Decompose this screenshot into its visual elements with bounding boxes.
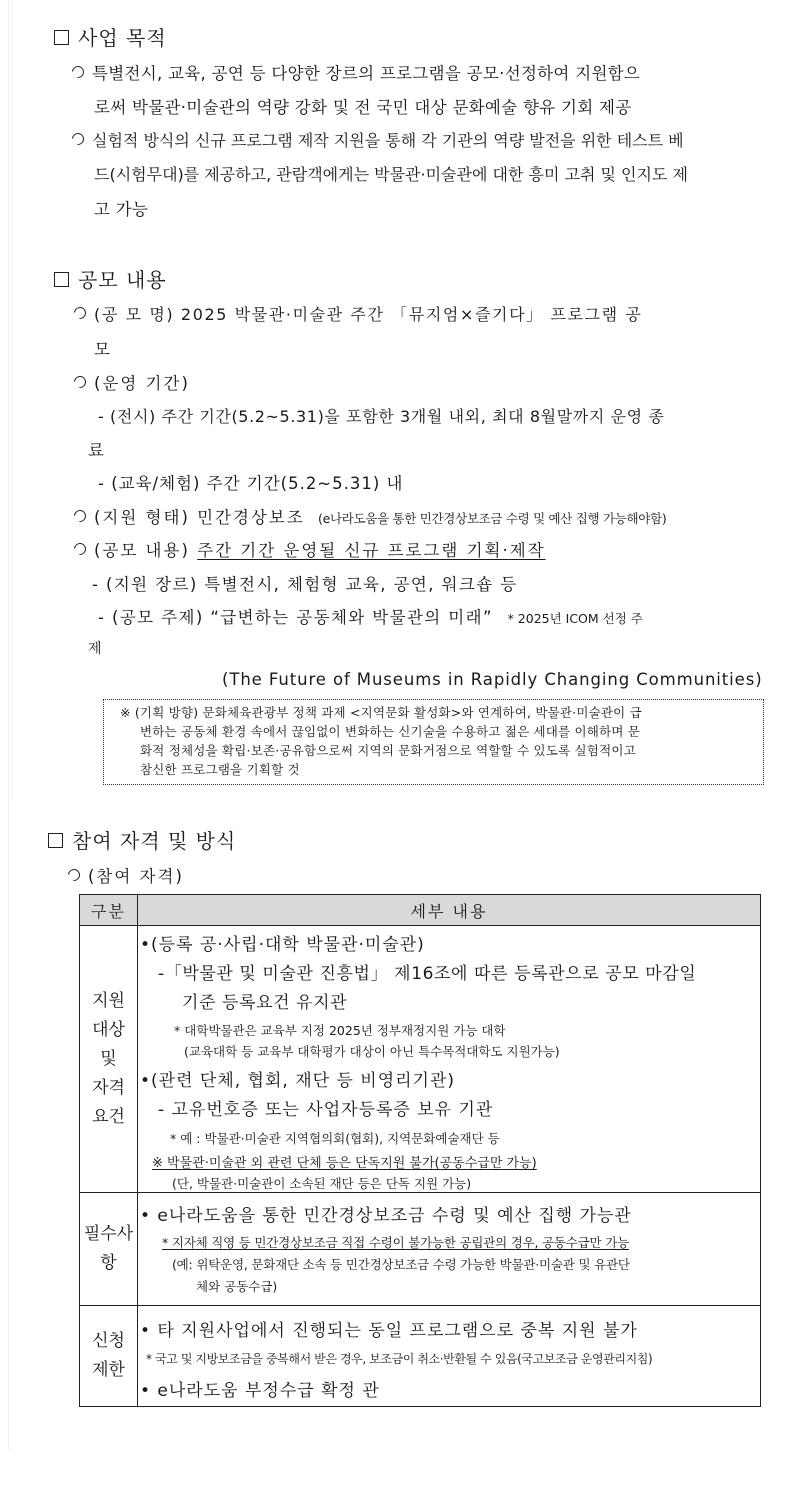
cell-line: -「박물관 및 미술관 진흥법」 제16조에 따른 등록관으로 공모 마감일 xyxy=(158,964,697,984)
row-label-line: 자격 xyxy=(92,1077,125,1098)
cell-line: (단, 박물관·미술관이 소속된 재단 등은 단독 지원 가능) xyxy=(172,1176,472,1191)
cell-line: 기준 등록요건 유지관 xyxy=(182,993,348,1013)
cell-line: * 예 : 박물관·미술관 지역협의회(협회), 지역문화예술재단 등 xyxy=(170,1131,500,1146)
row-label-restrictions xyxy=(80,1306,138,1407)
contest-theme-line-1: - (공모 주제) “급변하는 공동체와 박물관의 미래” * 2025년 ICOM 선정 주 xyxy=(98,608,643,627)
section-heading-purpose: 사업 목적 xyxy=(54,22,167,51)
support-type-note: (e나라도움을 통한 민간경상보조금 수령 및 예산 집행 가능해야함) xyxy=(318,511,667,526)
purpose-bullet-1-line-1: 특별전시, 교육, 공연 등 다양한 장르의 프로그램을 공모·선정하여 지원함으 xyxy=(72,60,640,84)
page-left-border xyxy=(8,0,9,1450)
row-label-requirements xyxy=(80,1193,138,1306)
purpose-bullet-2-line-2: 드(시험무대)를 제공하고, 관람객에게는 박물관·미술관에 대한 흥미 고취 및 인지도 제 xyxy=(94,165,688,184)
checkbox-square-icon xyxy=(54,30,69,45)
planning-direction-line-2: 변하는 공동체 환경 속에서 끊임없이 변화하는 신기술을 수용하고 젊은 세대를 이해하며 문 xyxy=(140,724,641,739)
cell-line: (교육대학 등 교육부 대학평가 대상이 아닌 특수목적대학도 지원가능) xyxy=(184,1044,560,1059)
contest-name-line-2: 모 xyxy=(94,340,111,359)
cell-line: • e나라도움 부정수급 확정 관 xyxy=(140,1381,380,1401)
checkbox-square-icon xyxy=(48,833,63,848)
cell-line: •(등록 공·사립·대학 박물관·미술관) xyxy=(140,935,425,955)
purpose-bullet-2-line-3: 고 가능 xyxy=(94,200,149,219)
row-label-line: 필수사 xyxy=(83,1224,134,1244)
row-content-restrictions xyxy=(138,1306,761,1407)
support-genre: - (지원 장르) 특별전시, 체험형 교육, 공연, 워크숍 등 xyxy=(92,575,518,594)
contest-theme-line-2: 제 xyxy=(88,641,102,657)
purpose-bullet-1-line-2: 로써 박물관·미술관의 역량 강화 및 전 국민 대상 문화예술 향유 기회 제공 xyxy=(94,98,632,117)
section-heading-eligibility: 참여 자격 및 방식 xyxy=(48,825,236,854)
education-period: - (교육/체험) 주간 기간(5.2~5.31) 내 xyxy=(98,474,404,493)
row-label-line: 항 xyxy=(100,1253,117,1273)
circle-bullet-icon xyxy=(72,374,89,391)
table-header-row xyxy=(80,895,761,926)
table-row xyxy=(80,1193,761,1306)
cell-line-underlined: * 지자체 직영 등 민간경상보조금 직접 수령이 불가능한 공립관의 경우, 공동수급만 가능 xyxy=(162,1235,629,1250)
table-header-details: 세부 내용 xyxy=(138,895,761,926)
row-content-requirements xyxy=(138,1193,761,1306)
support-type: (지원 형태) 민간경상보조 (e나라도움을 통한 민간경상보조금 수령 및 예산 집행 가능해야함) xyxy=(74,504,666,528)
planning-direction-line-3: 화적 정체성을 확립·보존·공유함으로써 지역의 문화거점으로 역할할 수 있도록 실험적이고 xyxy=(140,743,636,758)
row-label-line: 대상 xyxy=(92,1019,125,1040)
operation-period-label: (운영 기간) xyxy=(74,370,190,394)
cell-line: •(관련 단체, 협회, 재단 등 비영리기관) xyxy=(140,1071,456,1091)
eligibility-table xyxy=(79,894,761,1407)
planning-direction-line-1: ※ (기획 방향) 문화체육관광부 정책 과제 <지역문화 활성화>와 연계하여, 박물관·미술관이 급 xyxy=(120,705,642,720)
contest-theme-english: (The Future of Museums in Rapidly Changing Communities) xyxy=(222,670,763,689)
row-label-eligibility xyxy=(80,926,138,1193)
planning-direction-line-4: 참신한 프로그램을 기획할 것 xyxy=(140,762,300,777)
contest-theme-note: * 2025년 ICOM 선정 주 xyxy=(507,611,643,626)
section-heading-content: 공모 내용 xyxy=(54,264,167,293)
exhibition-period-line-1: - (전시) 주간 기간(5.2~5.31)을 포함한 3개월 내외, 최대 8월말까지 운영 종 xyxy=(98,407,665,426)
circle-bullet-icon xyxy=(72,305,89,322)
circle-bullet-icon xyxy=(72,541,89,558)
contest-content: (공모 내용) 주간 기간 운영될 신규 프로그램 기획·제작 xyxy=(74,537,546,561)
row-content-eligibility xyxy=(138,926,761,1193)
cell-line: * 국고 및 지방보조금을 중복해서 받은 경우, 보조금이 취소·반환될 수 있음(국고보조금 운영관리지침) xyxy=(146,1352,653,1366)
row-label-line: 제한 xyxy=(92,1360,125,1380)
cell-line-underlined: ※ 박물관·미술관 외 관련 단체 등은 단독지원 불가(공동수급만 가능) xyxy=(152,1156,537,1171)
exhibition-period-line-2: 료 xyxy=(88,441,105,460)
cell-line: • 타 지원사업에서 진행되는 동일 프로그램으로 중복 지원 불가 xyxy=(140,1321,638,1341)
page-left-border-inner xyxy=(12,0,13,800)
cell-line: (예: 위탁운영, 문화재단 소속 등 민간경상보조금 수령 가능한 박물관·미술관 및 유관단 xyxy=(172,1257,630,1272)
circle-bullet-icon xyxy=(70,64,87,81)
table-row xyxy=(80,926,761,1193)
table-row xyxy=(80,1306,761,1407)
eligibility-sub-label: (참여 자격) xyxy=(68,863,184,887)
table-header-category: 구분 xyxy=(80,895,138,926)
contest-name-line-1: (공 모 명) 2025 박물관·미술관 주간 「뮤지엄×즐기다」 프로그램 공 xyxy=(74,302,642,325)
purpose-bullet-2-line-1: 실험적 방식의 신규 프로그램 제작 지원을 통해 각 기관의 역량 발전을 위한 테스트 베 xyxy=(72,128,684,151)
contest-content-value: 주간 기간 운영될 신규 프로그램 기획·제작 xyxy=(197,541,546,560)
circle-bullet-icon xyxy=(70,131,87,148)
row-label-line: 및 xyxy=(100,1048,117,1069)
circle-bullet-icon xyxy=(72,508,89,525)
cell-line: 체와 공동수급) xyxy=(196,1279,278,1294)
cell-line: * 대학박물관은 교육부 지정 2025년 정부재정지원 가능 대학 xyxy=(174,1023,506,1038)
circle-bullet-icon xyxy=(66,867,83,884)
cell-line: • e나라도움을 통한 민간경상보조금 수령 및 예산 집행 가능관 xyxy=(140,1206,632,1226)
row-label-line: 신청 xyxy=(92,1331,125,1351)
row-label-line: 요건 xyxy=(92,1106,125,1127)
cell-line: - 고유번호증 또는 사업자등록증 보유 기관 xyxy=(158,1100,494,1120)
row-label-line: 지원 xyxy=(92,990,125,1011)
checkbox-square-icon xyxy=(54,272,69,287)
